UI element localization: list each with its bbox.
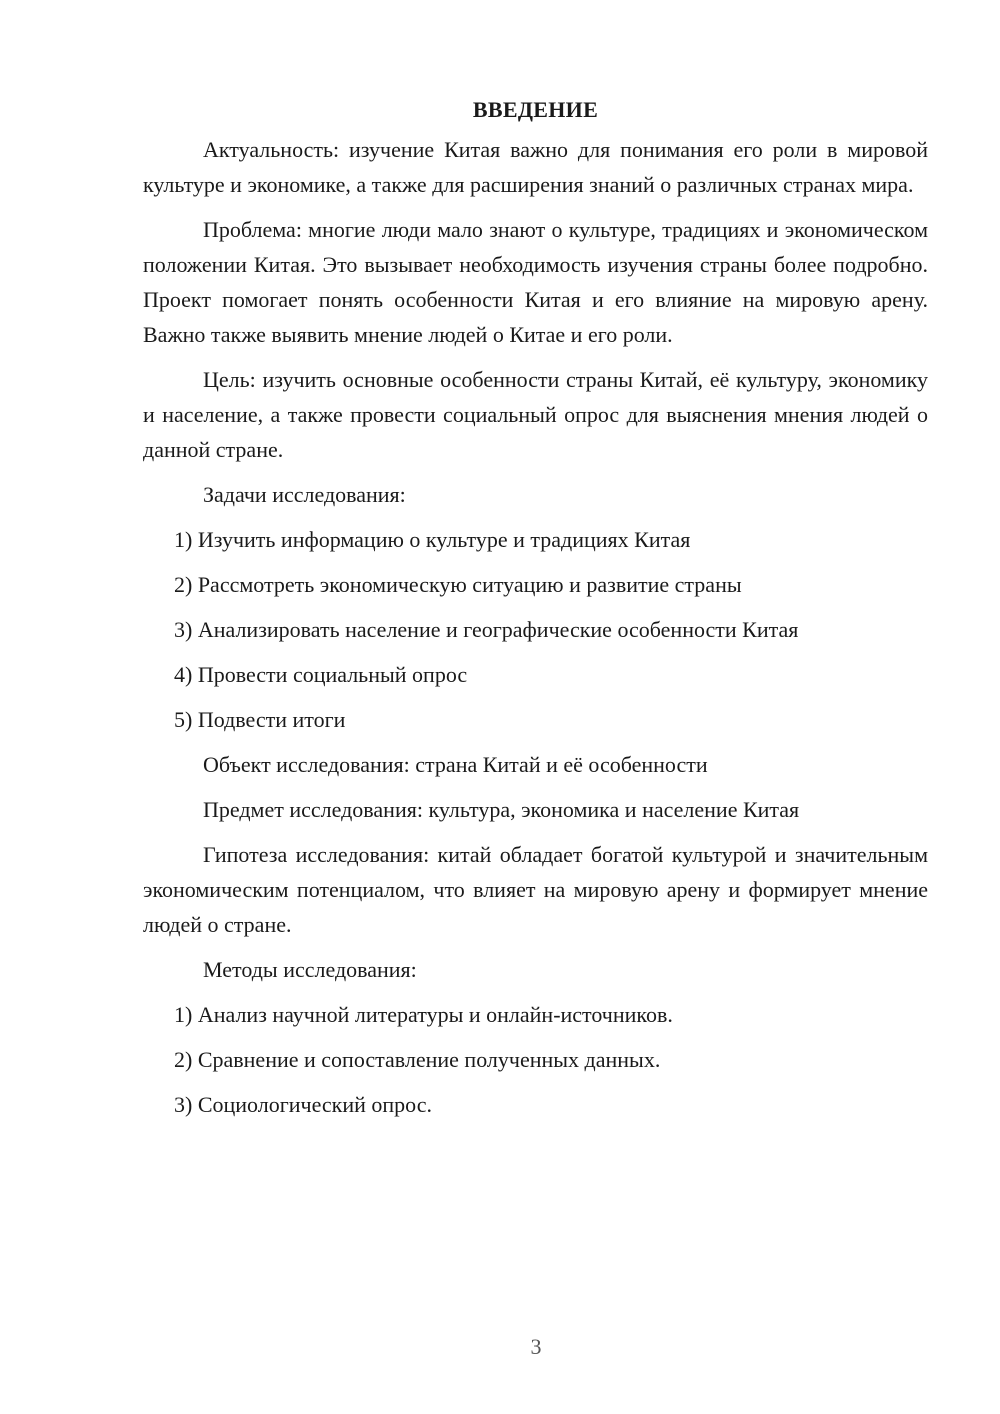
method-item: 2) Сравнение и сопоставление полученных данных. bbox=[174, 1047, 661, 1072]
research-object: Объект исследования: страна Китай и её особенности bbox=[203, 752, 708, 777]
methods-heading: Методы исследования: bbox=[203, 957, 417, 982]
tasks-list bbox=[143, 522, 928, 737]
research-subject: Предмет исследования: культура, экономика и население Китая bbox=[203, 797, 800, 822]
relevance-paragraph: Актуальность: изучение Китая важно для понимания его роли в мировой культуре и экономике, а также для расширения знаний о различных странах мира. bbox=[143, 137, 928, 197]
methods-list bbox=[143, 997, 928, 1122]
task-item: 3) Анализировать население и географические особенности Китая bbox=[174, 617, 799, 642]
hypothesis-paragraph: Гипотеза исследования: китай обладает богатой культурой и значительным экономическим потенциалом, что влияет на мировую арену и формирует мнение людей о стране. bbox=[143, 842, 928, 937]
tasks-heading: Задачи исследования: bbox=[203, 482, 406, 507]
task-item: 2) Рассмотреть экономическую ситуацию и развитие страны bbox=[174, 572, 742, 597]
method-item: 3) Социологический опрос. bbox=[174, 1092, 432, 1117]
page-number: 3 bbox=[530, 1334, 542, 1359]
method-item: 1) Анализ научной литературы и онлайн-источников. bbox=[174, 1002, 673, 1027]
task-item: 1) Изучить информацию о культуре и традициях Китая bbox=[174, 527, 691, 552]
problem-paragraph: Проблема: многие люди мало знают о культуре, традициях и экономическом положении Китая. Это вызывает необходимость изучения страны более подробно. Проект помогает понять особенности Китая и его влияние на мировую арену. Важно также выявить мнение людей о Китае и его роли. bbox=[143, 217, 928, 347]
task-item: 5) Подвести итоги bbox=[174, 707, 346, 732]
task-item: 4) Провести социальный опрос bbox=[174, 662, 468, 687]
goal-paragraph: Цель: изучить основные особенности страны Китай, её культуру, экономику и население, а также провести социальный опрос для выяснения мнения людей о данной стране. bbox=[143, 367, 928, 462]
section-title: ВВЕДЕНИЕ bbox=[472, 97, 599, 122]
page-content bbox=[143, 92, 928, 1132]
